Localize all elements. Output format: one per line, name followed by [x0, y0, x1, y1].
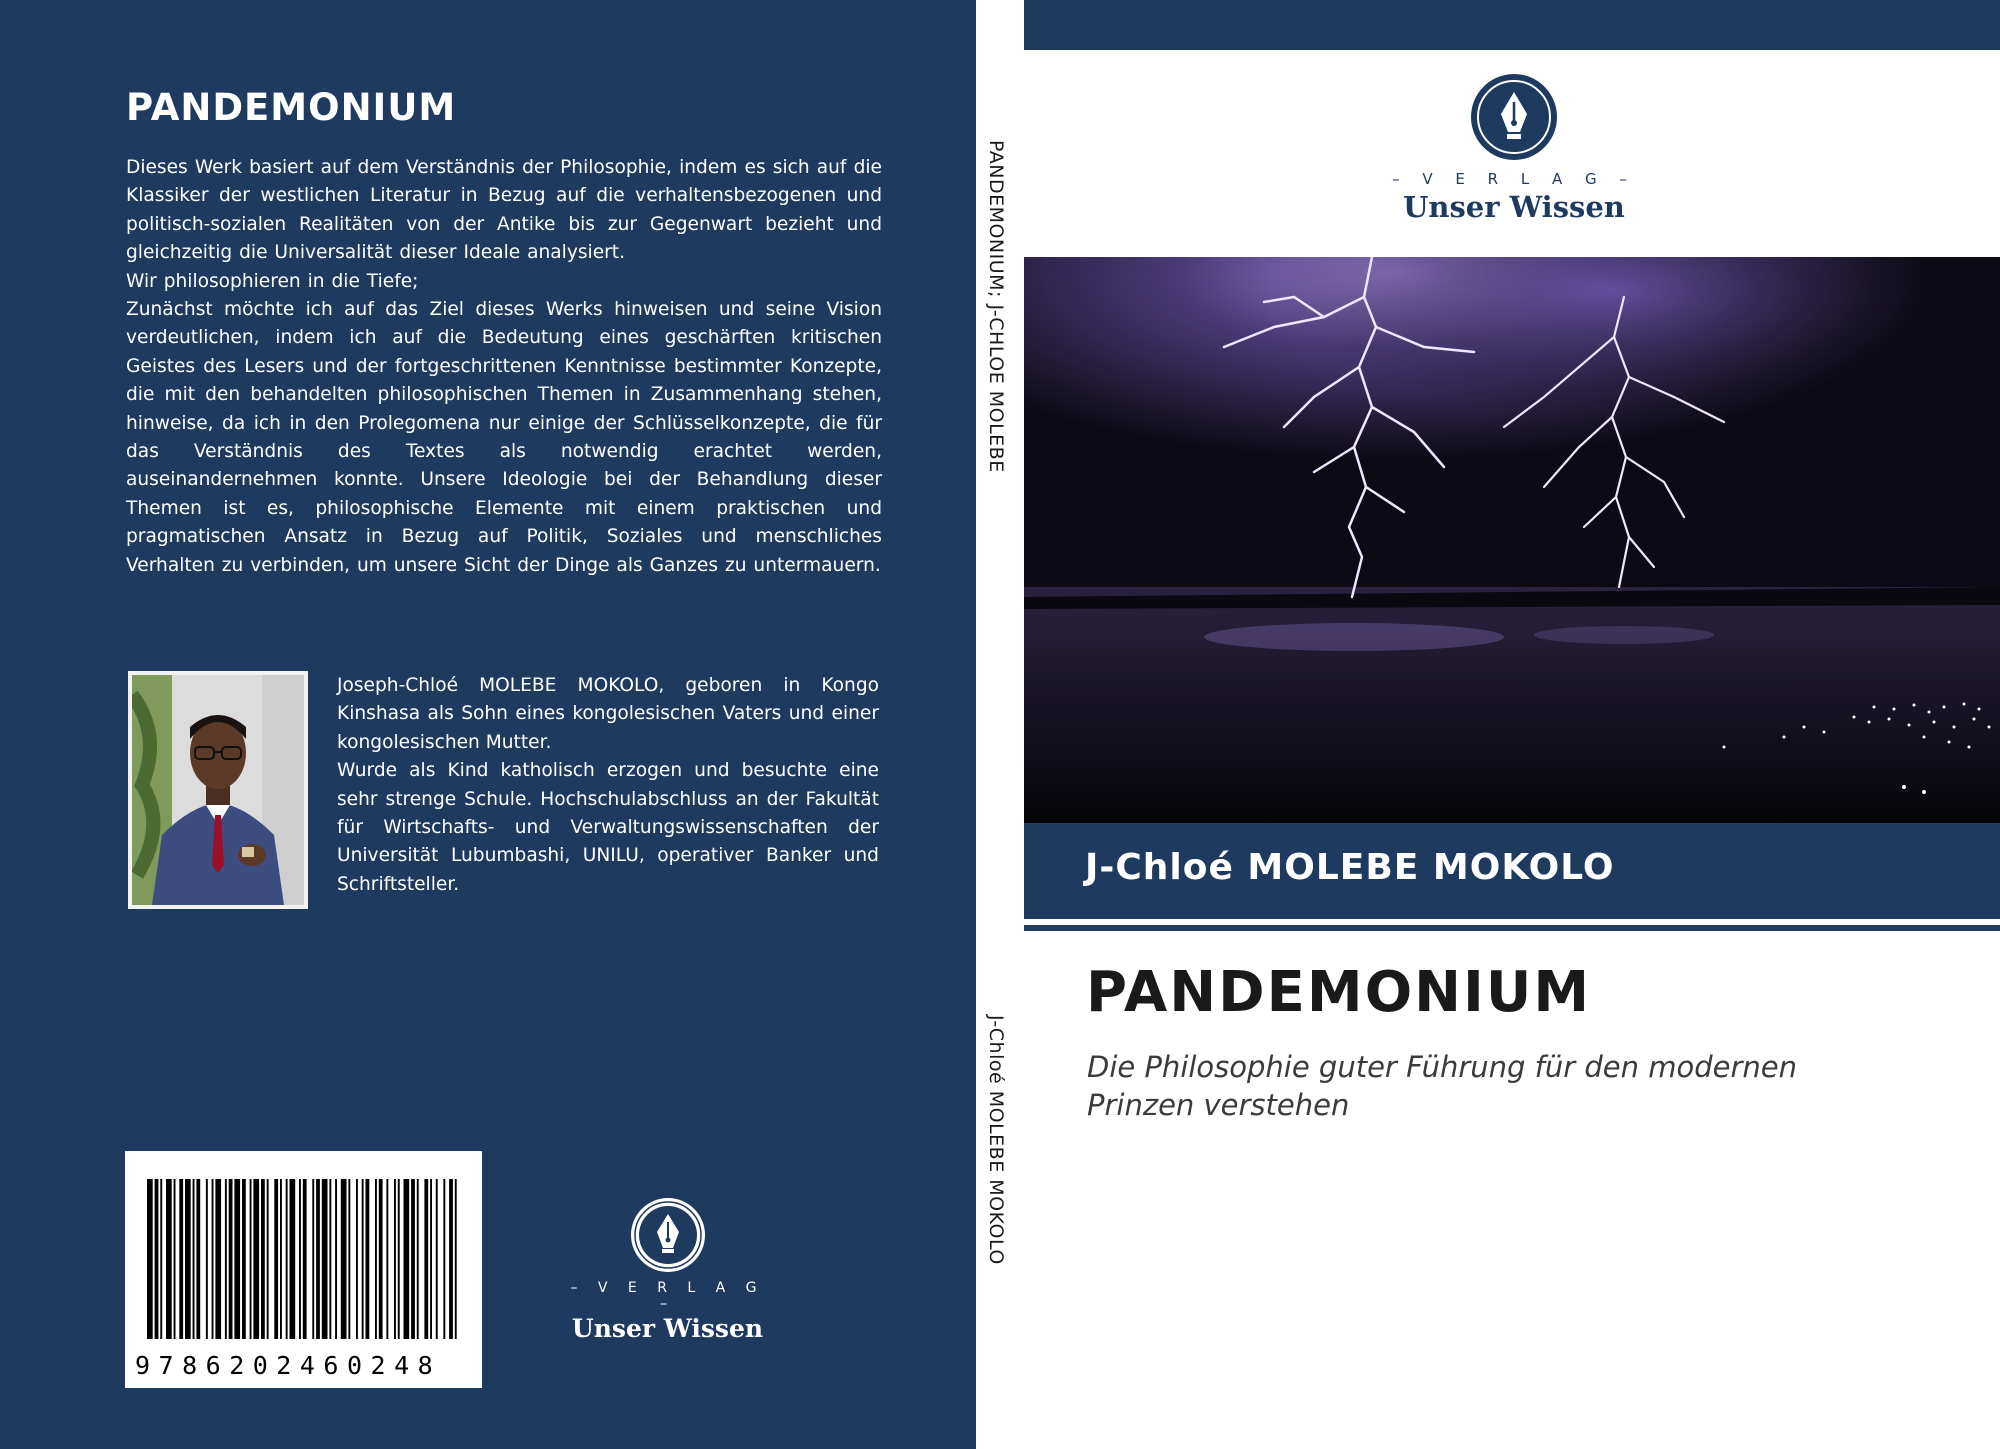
- cover-photo-lightning: [1024, 257, 2000, 823]
- spine: [976, 0, 1024, 1449]
- front-logo-name: Unser Wissen: [1403, 190, 1625, 224]
- isbn-number: 9786202460248: [135, 1351, 442, 1380]
- front-author-name: J-Chloé MOLEBE MOKOLO: [1085, 847, 1615, 888]
- divider-rule: [1024, 925, 2000, 931]
- author-photo: [128, 671, 308, 909]
- front-top-band: [1024, 0, 2000, 50]
- fountain-pen-nib-icon: [1469, 72, 1559, 162]
- author-band: [1024, 823, 2000, 919]
- front-publisher-logo: [1284, 72, 1744, 224]
- front-subtitle: Die Philosophie guter Führung für den modernen Prinzen verstehen: [1087, 1050, 1797, 1122]
- back-cover-title: PANDEMONIUM: [126, 86, 457, 129]
- back-cover: [0, 0, 976, 1449]
- back-logo-verlag: – V E R L A G –: [570, 1280, 765, 1312]
- isbn-barcode: [125, 1151, 482, 1388]
- spine-author-text: J-Chloé MOLEBE MOKOLO: [985, 1015, 1007, 1265]
- back-publisher-logo: [570, 1196, 765, 1343]
- back-cover-blurb: Dieses Werk basiert auf dem Verständnis der Philosophie, indem es sich auf die Klassiker der westlichen Literatur in Bezug auf die verhaltensbezogenen und politisch-sozialen Realitäten von der Antike bis zur Gegenwart bezieht und gleichzeitig die Universalität dieser Ideale analysiert. Wir philosophieren in die Tiefe; Zunächst möchte ich auf das Ziel dieses Werks hinweisen und seine Vision verdeutlichen, indem ich auf die Bedeutung eines geschärften kritischen Geistes des Lesers und der fortgeschrittenen Kenntnisse bestimmter Konzepte, die mit den behandelten philosophischen Themen in Zusammenhang stehen, hinweise, da ich in den Prolegomena nur einige der Schlüsselkonzepte, die für das Verständnis des Textes als notwendig erachtet werden, auseinandernehmen konnte. Unsere Ideologie bei der Behandlung dieser Themen ist es, philosophische Elemente mit einem praktischen und pragmatischen Ansatz in Bezug auf Politik, Soziales und menschliches Verhalten zu verbinden, um unsere Sicht der Dinge als Ganzes zu untermauern.: [126, 157, 882, 576]
- front-logo-verlag: – V E R L A G –: [1392, 170, 1636, 188]
- back-logo-name: Unser Wissen: [571, 1314, 764, 1343]
- front-title: PANDEMONIUM: [1086, 960, 1592, 1025]
- spine-title-text: PANDEMONIUM; J-CHLOE MOLEBE: [985, 140, 1007, 473]
- front-cover: [1024, 0, 2000, 1449]
- fountain-pen-nib-icon: [629, 1196, 707, 1274]
- author-bio: Joseph-Chloé MOLEBE MOKOLO, geboren in Kongo Kinshasa als Sohn eines kongolesischen Vaters und einer kongolesischen Mutter. Wurde als Kind katholisch erzogen und besuchte eine sehr strenge Schule. Hochschulabschluss an der Fakultät für Wirtschafts- und Verwaltungswissenschaften der Universität Lubumbashi, UNILU, operativer Banker und Schriftsteller.: [337, 675, 879, 895]
